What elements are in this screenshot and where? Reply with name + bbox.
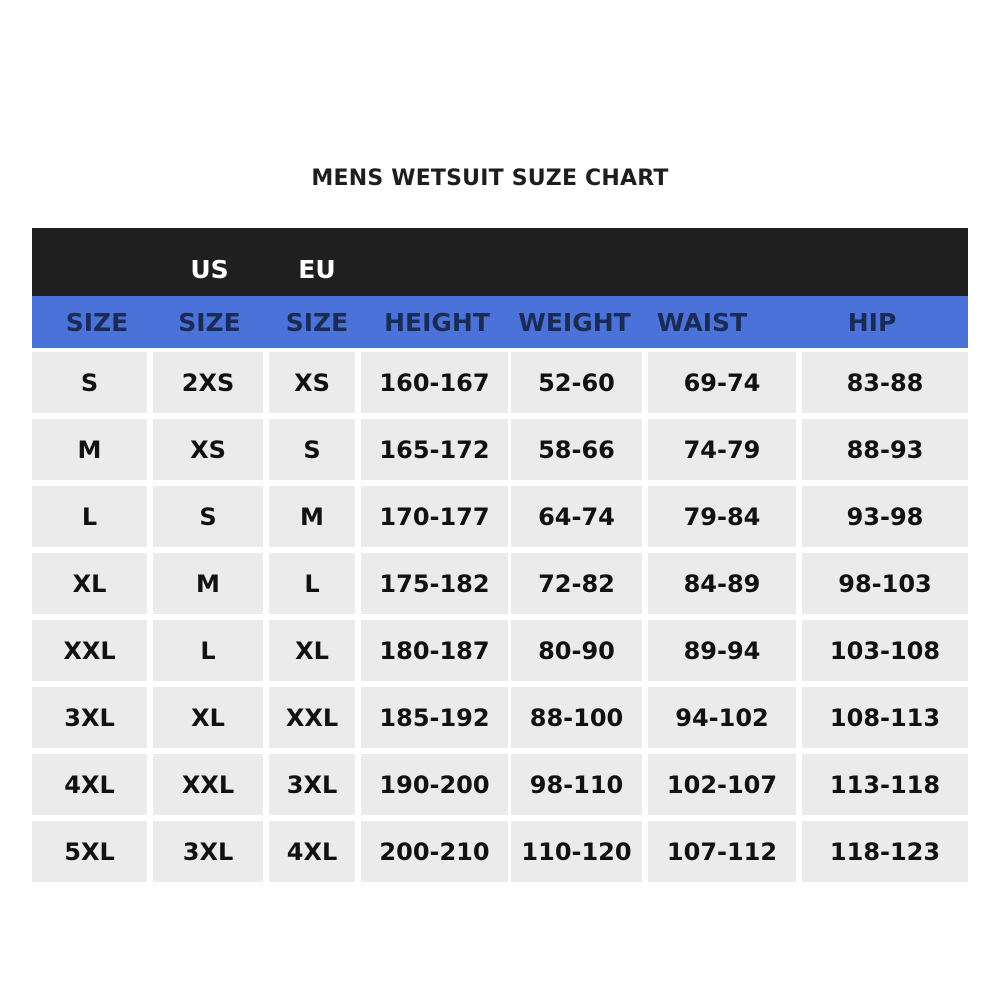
table-row [32, 821, 968, 882]
cell-us-size: XL [153, 687, 263, 748]
cell-us-size: XS [153, 419, 263, 480]
cell-size: L [32, 486, 147, 547]
cell-hip: 113-118 [802, 754, 968, 815]
cell-waist: 79-84 [648, 486, 796, 547]
table-row [32, 352, 968, 413]
cell-size: XXL [32, 620, 147, 681]
cell-height: 185-192 [361, 687, 508, 748]
cell-waist: 107-112 [648, 821, 796, 882]
cell-us-size: 3XL [153, 821, 263, 882]
cell-hip: 93-98 [802, 486, 968, 547]
header-top-us-size: US [190, 254, 229, 284]
table-row [32, 486, 968, 547]
cell-weight: 98-110 [511, 754, 642, 815]
cell-hip: 88-93 [802, 419, 968, 480]
table-row [32, 419, 968, 480]
cell-size: 3XL [32, 687, 147, 748]
cell-eu-size: XXL [269, 687, 355, 748]
cell-us-size: S [153, 486, 263, 547]
cell-height: 160-167 [361, 352, 508, 413]
table-row [32, 754, 968, 815]
cell-eu-size: 4XL [269, 821, 355, 882]
cell-size: XL [32, 553, 147, 614]
cell-waist: 84-89 [648, 553, 796, 614]
table-body [32, 352, 968, 882]
cell-waist: 74-79 [648, 419, 796, 480]
cell-size: 5XL [32, 821, 147, 882]
cell-eu-size: 3XL [269, 754, 355, 815]
cell-hip: 108-113 [802, 687, 968, 748]
cell-weight: 52-60 [511, 352, 642, 413]
cell-waist: 69-74 [648, 352, 796, 413]
cell-size: 4XL [32, 754, 147, 815]
header-top-eu-size: EU [298, 254, 336, 284]
cell-weight: 58-66 [511, 419, 642, 480]
table-row [32, 620, 968, 681]
cell-eu-size: L [269, 553, 355, 614]
cell-eu-size: M [269, 486, 355, 547]
header-eu-size: SIZE [285, 307, 349, 337]
cell-weight: 80-90 [511, 620, 642, 681]
cell-eu-size: XL [269, 620, 355, 681]
cell-height: 200-210 [361, 821, 508, 882]
cell-size: M [32, 419, 147, 480]
cell-waist: 102-107 [648, 754, 796, 815]
header-hip: HIP [847, 307, 897, 337]
header-row-top [32, 228, 968, 296]
header-height: HEIGHT [384, 307, 490, 337]
header-size: SIZE [65, 307, 129, 337]
table-row [32, 553, 968, 614]
chart-title: MENS WETSUIT SUZE CHART [311, 166, 669, 191]
cell-us-size: L [153, 620, 263, 681]
cell-height: 175-182 [361, 553, 508, 614]
header-weight: WEIGHT [518, 307, 631, 337]
cell-height: 190-200 [361, 754, 508, 815]
cell-weight: 64-74 [511, 486, 642, 547]
size-chart-table [32, 228, 968, 888]
cell-us-size: 2XS [153, 352, 263, 413]
cell-height: 180-187 [361, 620, 508, 681]
header-row-bottom [32, 296, 968, 348]
cell-hip: 118-123 [802, 821, 968, 882]
header-waist: WAIST [656, 307, 748, 337]
cell-waist: 94-102 [648, 687, 796, 748]
cell-us-size: M [153, 553, 263, 614]
cell-eu-size: XS [269, 352, 355, 413]
cell-hip: 83-88 [802, 352, 968, 413]
cell-weight: 88-100 [511, 687, 642, 748]
cell-weight: 72-82 [511, 553, 642, 614]
cell-eu-size: S [269, 419, 355, 480]
header-us-size: SIZE [178, 307, 241, 337]
cell-height: 165-172 [361, 419, 508, 480]
cell-height: 170-177 [361, 486, 508, 547]
cell-hip: 103-108 [802, 620, 968, 681]
cell-size: S [32, 352, 147, 413]
cell-us-size: XXL [153, 754, 263, 815]
cell-waist: 89-94 [648, 620, 796, 681]
cell-weight: 110-120 [511, 821, 642, 882]
cell-hip: 98-103 [802, 553, 968, 614]
table-row [32, 687, 968, 748]
